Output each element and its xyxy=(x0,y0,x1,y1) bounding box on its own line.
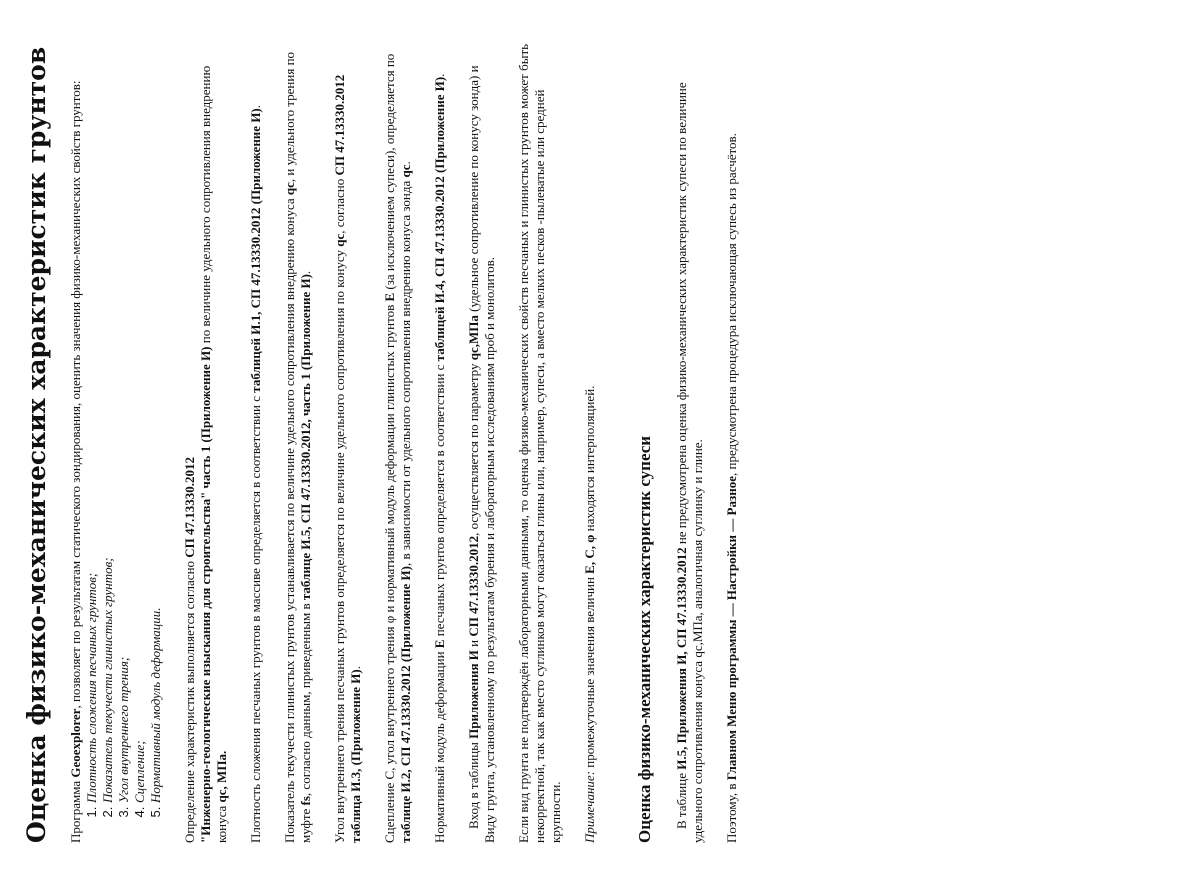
therefore-paragraph: Поэтому, в Главном Меню программы — Настройки — Разное, предусмотрена процедура исключающая супесь из расчётов. xyxy=(724,133,739,843)
table-entry-paragraph: Вход в таблицы Приложения И и СП 47.13330.2012, осуществляется по параметру qc,МПа (удельное сопротивление по конусу зонда) и Виду грунта, установленному по результатам бурения и лабораторным исследованиям проб и монолитов. xyxy=(466,65,497,843)
definition-paragraph: Определение характеристик выполняется согласно СП 47.13330.2012 "Инженерно-геологические изыскания для строительства" часть 1 (Приложение И) по величине удельного сопротивления внедрению конуса qc, МПа. xyxy=(182,65,229,843)
list-item: 3. Угол внутреннего трения; xyxy=(116,40,132,803)
sandy-loam-paragraph: В таблице И.5, Приложения И, СП 47.13330.2012 не предусмотрена оценка физико-механических характеристик супеси по величине удельного сопротивления конуса qc,МПа, аналогичная суглинку и глине. xyxy=(674,82,705,843)
list-item: 5. Нормативный модуль деформации. xyxy=(148,40,164,803)
modulus-paragraph: Нормативный модуль деформации Е песчаных грунтов определяется в соответствии с таблицей И.4, СП 47.13330.2012 (Приложение И). xyxy=(432,73,447,843)
list-item: 4. Сцепление; xyxy=(132,40,148,803)
density-paragraph: Плотность сложения песчаных грунтов в массиве определяется в соответствии с таблицей И.1, СП 47.13330.2012 (Приложение И). xyxy=(248,104,263,843)
list-item: 1. Плотность сложения песчаных грунтов; xyxy=(84,40,100,803)
not-confirmed-paragraph: Если вид грунта не подтверждён лабораторными данными, то оценка физико-механических свойств песчаных и глинистых грунтов может быть некорректной, так как вместо суглинков могут оказаться глины или, например, супеси, а вместо мелких песков -пылеватые или средней крупности. xyxy=(516,43,563,843)
friction-angle-paragraph: Угол внутреннего трения песчаных грунтов определяется по величине удельного сопротивления по конусу qc, согласно СП 47.13330.2012 таблица И.3, (Приложение И). xyxy=(332,74,363,843)
note-paragraph: Примечание: промежуточные значения величин Е, С, φ находятся интерполяцией. xyxy=(582,385,597,843)
section-subtitle: Оценка физико-механических характеристик супеси xyxy=(635,435,654,843)
intro-paragraph: Программа Geoexplorer, позволяет по результатам статического зондирования, оценить значения физико-механических свойств грунтов: xyxy=(68,80,83,843)
page-title: Оценка физико-механических характеристик грунтов xyxy=(22,46,51,843)
liquidity-paragraph: Показатель текучести глинистых грунтов устанавливается по величине удельного сопротивления внедрению конуса qc, и удельного трения по муфте fs, согласно данным, приведенным в таблице И.5, СП 47.13330.2012, часть 1 (Приложение И). xyxy=(282,51,313,843)
list-item: 2. Показатель текучести глинистых грунтов; xyxy=(100,40,116,803)
properties-list xyxy=(84,40,164,843)
cohesion-paragraph: Сцепление С, угол внутреннего трения φ и нормативный модуль деформации глинистых грунтов Е (за исключением супеси), определяется по таблице И.2, СП 47.13330.2012 (Приложение И), в зависимости от удельного сопротивления внедрению конуса зонда qc. xyxy=(382,53,413,843)
